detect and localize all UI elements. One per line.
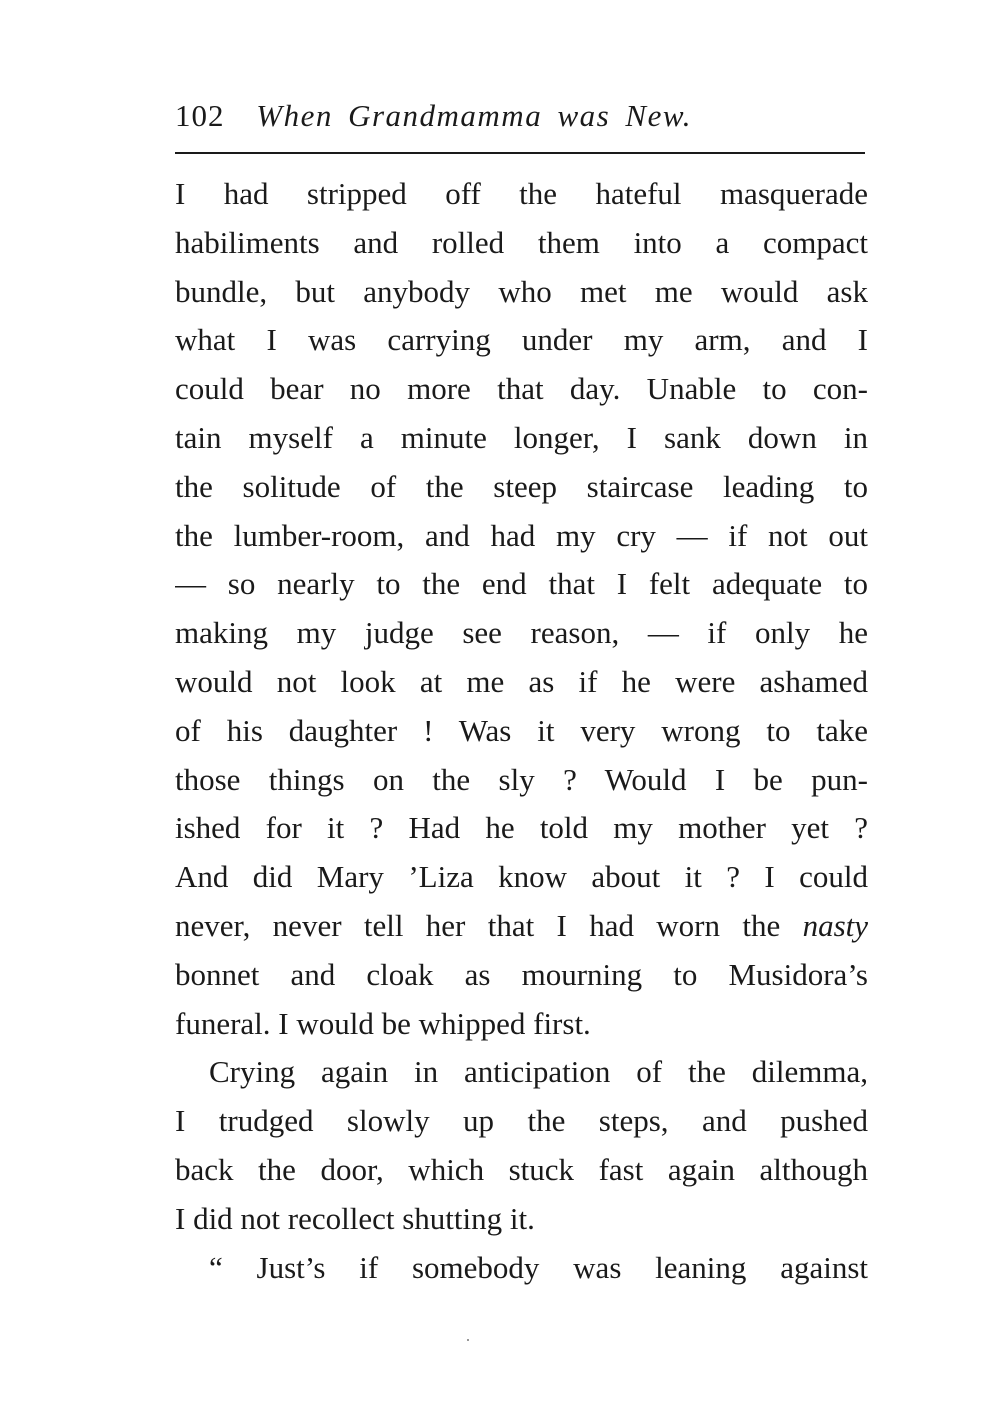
text-line: the lumber-room, and had my cry — if not out: [175, 517, 868, 553]
page-speck: [467, 1339, 469, 1341]
text-line: could bear no more that day. Unable to con-: [175, 371, 868, 407]
paragraph-end-line: funeral. I would be whipped first.: [175, 1005, 591, 1041]
text-line: And did Mary ’Liza know about it ? I could: [175, 859, 868, 895]
text-line: tain myself a minute longer, I sank down in: [175, 419, 868, 455]
text-line: I trudged slowly up the steps, and pushed: [175, 1103, 868, 1139]
text-line: the solitude of the steep staircase leading to: [175, 468, 868, 504]
paragraph-start-line: Crying again in anticipation of the dilemma,: [209, 1054, 868, 1090]
text-line: habiliments and rolled them into a compact: [175, 224, 868, 260]
text-line: what I was carrying under my arm, and I: [175, 322, 868, 358]
italic-word: nasty: [802, 907, 868, 943]
text-line: bundle, but anybody who met me would ask: [175, 273, 868, 309]
paragraph-start-line: “ Just’s if somebody was leaning against: [209, 1249, 868, 1285]
body-text: [175, 170, 868, 1292]
page-header: [175, 94, 868, 138]
text-line: those things on the sly ? Would I be pun-: [175, 761, 868, 797]
text-line: back the door, which stuck fast again although: [175, 1151, 868, 1187]
page-number: 102: [175, 98, 225, 133]
text-line: of his daughter ! Was it very wrong to take: [175, 712, 868, 748]
text-line: would not look at me as if he were ashamed: [175, 663, 868, 699]
text-line: — so nearly to the end that I felt adequate to: [175, 566, 868, 602]
text-line-with-italic: [175, 902, 868, 951]
text-line: ished for it ? Had he told my mother yet ?: [175, 810, 868, 846]
text-segment: never, never tell her that I had worn the: [175, 907, 803, 943]
paragraph-end-line: I did not recollect shutting it.: [175, 1200, 535, 1236]
header-rule: [175, 152, 865, 154]
running-title: When Grandmamma was New.: [256, 98, 692, 133]
text-line: I had stripped off the hateful masquerade: [175, 176, 868, 211]
text-line: making my judge see reason, — if only he: [175, 615, 868, 651]
text-line: bonnet and cloak as mourning to Musidora’s: [175, 956, 868, 992]
